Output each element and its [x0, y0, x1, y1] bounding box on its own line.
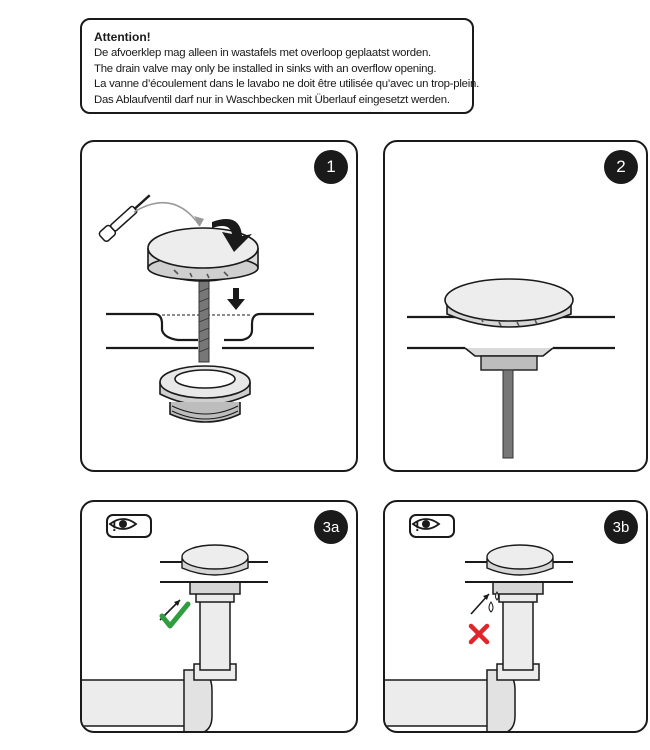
screwdriver-icon	[98, 191, 154, 243]
step-3a-panel	[80, 500, 358, 733]
eye-icon	[411, 516, 441, 532]
step-3a-badge	[314, 510, 348, 544]
cross-icon	[471, 626, 487, 642]
step-3b-badge	[604, 510, 638, 544]
step-2-badge	[604, 150, 638, 184]
notice-line-de: Das Ablaufventil darf nur in Waschbecken mit Überlauf eingesetzt werden.	[94, 93, 450, 106]
step-3a-label: 3a	[322, 518, 340, 536]
step-1-label: 1	[326, 157, 336, 176]
drain-cap	[182, 545, 248, 575]
step-3b-label: 3b	[612, 518, 630, 536]
drain-body	[160, 366, 250, 422]
step-2-illustration	[385, 142, 648, 472]
step-2-label: 2	[616, 157, 626, 176]
notice-title: Attention!	[94, 30, 151, 44]
notice-line-fr: La vanne d’écoulement dans le lavabo ne doit être utilisée qu’avec un trop-plein.	[94, 78, 480, 90]
step-1-illustration	[82, 142, 358, 472]
step-3b-panel	[383, 500, 648, 733]
attention-notice	[80, 18, 480, 114]
notice-line-en: The drain valve may only be installed in sinks with an overflow opening.	[94, 62, 437, 75]
attention-mark: !	[415, 518, 420, 534]
step-1-badge	[314, 150, 348, 184]
step-1-panel	[80, 140, 358, 472]
step-2-panel	[383, 140, 648, 472]
down-arrow-icon	[227, 288, 245, 310]
drain-cap	[445, 279, 573, 327]
inspect-notice	[409, 514, 455, 538]
eye-icon	[108, 516, 138, 532]
drain-cap	[487, 545, 553, 575]
attention-mark: !	[112, 518, 117, 534]
water-drop-icon	[489, 592, 499, 612]
notice-line-nl: De afvoerklep mag alleen in wastafels met overloop geplaatst worden.	[94, 47, 431, 59]
inspect-notice	[106, 514, 152, 538]
